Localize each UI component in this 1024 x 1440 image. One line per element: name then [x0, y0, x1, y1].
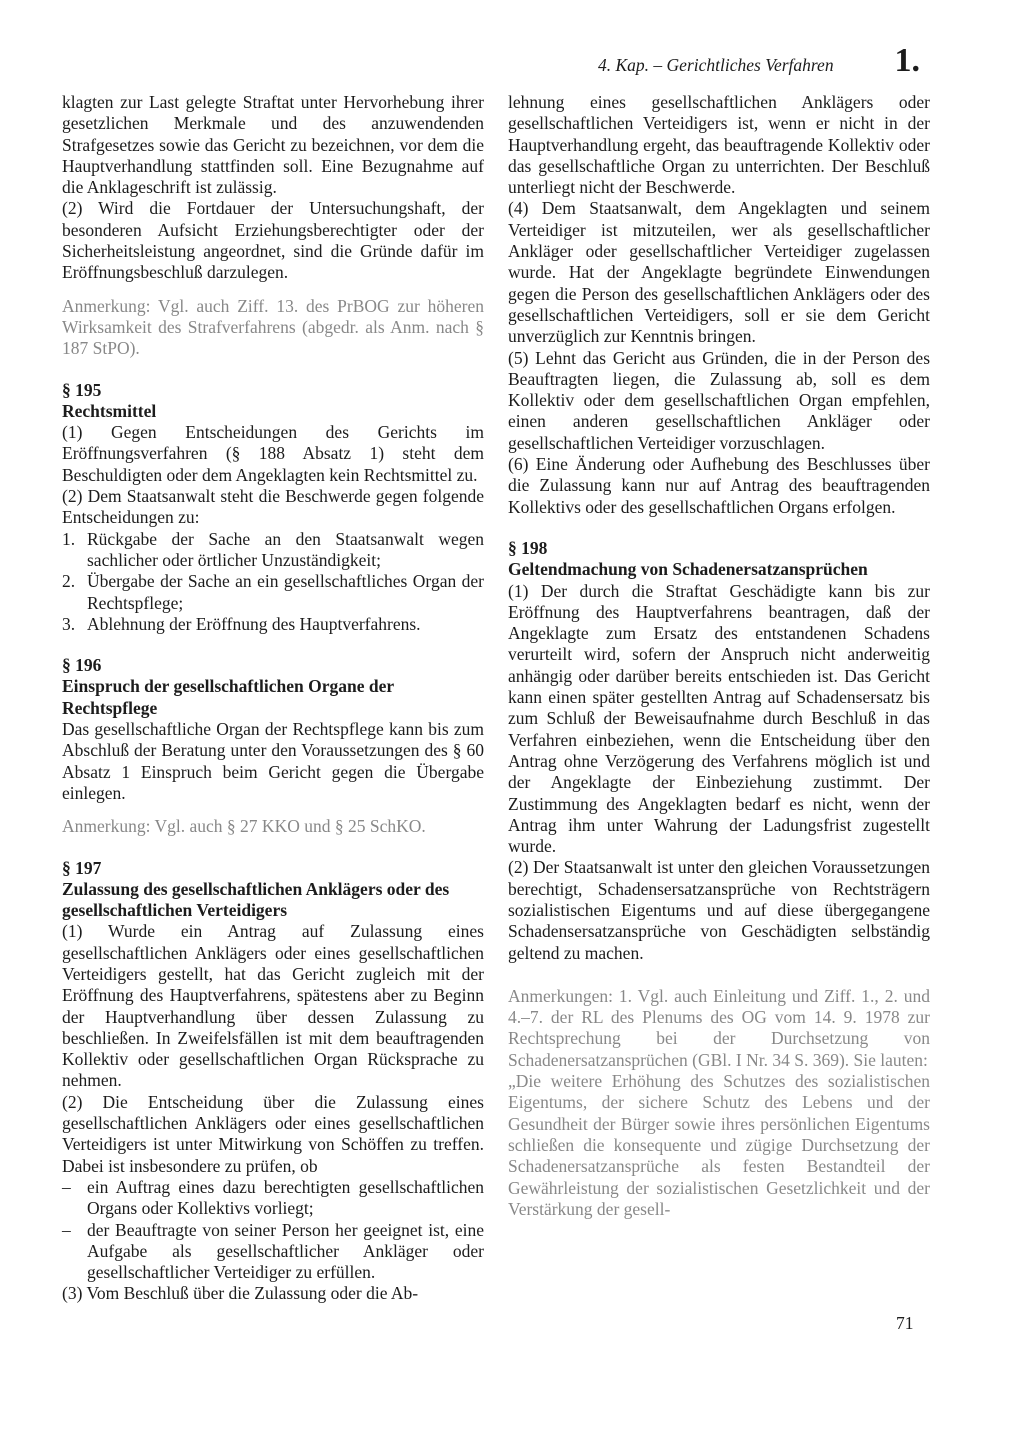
running-header	[598, 44, 920, 78]
paragraph: (2) Dem Staatsanwalt steht die Beschwerde gegen folgende Entscheidungen zu:	[62, 486, 484, 528]
paragraph: klagten zur Last gelegte Straftat unter Hervorhebung ihrer gesetzlichen Merkmale und des anzuwendenden Strafgesetzes sowie das Gericht zu bezeichnen, vor dem die Hauptverhandlung stattfinden soll. Eine Bezugnahme auf die Anklageschrift ist zulässig.	[62, 92, 484, 198]
paragraph: (5) Lehnt das Gericht aus Gründen, die in der Person des Beauftragten liegen, die Zulassung ab, soll es dem Kollektiv oder dem gesellschaftlichen Organ empfehlen, einen anderen gesellschaftlichen Ankläger oder gesellschaftlichen Verteidiger vorzuschlagen.	[508, 347, 930, 453]
dash-item	[62, 1220, 484, 1284]
paragraph: (2) Wird die Fortdauer der Untersuchungshaft, der besonderen Aufsicht Erziehungsberechtigter oder der Sicherheitsleistung angeordnet, sind die Gründe dafür im Eröffnungsbeschluß darzulegen.	[62, 198, 484, 283]
section-number: § 196	[62, 655, 102, 676]
paragraph: (1) Wurde ein Antrag auf Zulassung eines gesellschaftlichen Anklägers oder eines gesellschaftlichen Verteidigers gestellt, hat das Gericht zugleich mit der Eröffnung des Hauptverfahrens, spätestens aber zu Beginn der Hauptverhandlung über dessen Zulassung zu beschließen. In Zweifelsfällen ist mit dem beauftragenden Kollektiv oder gesellschaftlichen Organ Rücksprache zu nehmen.	[62, 921, 484, 1091]
annotation-note: Anmerkungen: 1. Vgl. auch Einleitung und Ziff. 1., 2. und 4.–7. der RL des Plenums des OG vom 14. 9. 1978 zur Rechtsprechung bei der Durchsetzung von Schadenersatzansprüchen (GBl. I Nr. 34 S. 369). Sie lauten:	[508, 985, 930, 1070]
list-text: Übergabe der Sache an ein gesellschaftliches Organ der Rechtspflege;	[87, 571, 484, 613]
section-title: Zulassung des gesellschaftlichen Anklägers oder des gesellschaftlichen Verteidigers	[62, 878, 450, 921]
right-column	[508, 92, 930, 1220]
section-title: Geltendmachung von Schadenersatzansprüchen	[508, 559, 868, 580]
paragraph: (1) Gegen Entscheidungen des Gerichts im Eröffnungsverfahren (§ 188 Absatz 1) steht dem Beschuldigten oder dem Angeklagten kein Rechtsmittel zu.	[62, 422, 484, 485]
list-marker: 2.	[62, 571, 76, 592]
paragraph: (3) Vom Beschluß über die Zulassung oder die Ab-	[62, 1283, 419, 1304]
section-number: § 197	[62, 857, 102, 878]
list-text: ein Auftrag eines dazu berechtigten gesellschaftlichen Organs oder Kollektivs vorliegt;	[87, 1176, 484, 1219]
left-column	[62, 92, 484, 1305]
list-text: Rückgabe der Sache an den Staatsanwalt wegen sachlicher oder örtlicher Unzuständigkeit;	[87, 528, 484, 570]
paragraph: (2) Die Entscheidung über die Zulassung eines gesellschaftlichen Anklägers oder eines gesellschaftlichen Verteidigers ist unter Mitwirkung von Schöffen zu treffen. Dabei ist insbesondere zu prüfen, ob	[62, 1091, 484, 1176]
annotation-note: Anmerkung: Vgl. auch § 27 KKO und § 25 SchKO.	[62, 816, 426, 837]
annotation-note: Anmerkung: Vgl. auch Ziff. 13. des PrBOG zur höheren Wirksamkeit des Strafverfahrens (abgedr. als Anm. nach § 187 StPO).	[62, 295, 484, 359]
paragraph: Das gesellschaftliche Organ der Rechtspflege kann bis zum Abschluß der Beratung unter den Voraussetzungen des § 60 Absatz 1 Einspruch beim Gericht gegen die Übergabe einlegen.	[62, 719, 484, 803]
list-item	[62, 529, 484, 572]
section-number: § 195	[62, 379, 102, 400]
section-title: Einspruch der gesellschaftlichen Organe der Rechtspflege	[62, 676, 394, 718]
section-number: § 198	[508, 537, 548, 558]
page-number: 71	[896, 1313, 914, 1333]
chapter-number: 1.	[894, 42, 920, 79]
list-text: Ablehnung der Eröffnung des Hauptverfahrens.	[87, 613, 421, 634]
paragraph: (1) Der durch die Straftat Geschädigte kann bis zur Eröffnung des Hauptverfahrens beantragen, daß der Angeklagte zum Ersatz des entstandenen Schadens verurteilt wird, sofern der Anspruch nicht anderweitig anhängig oder darüber bereits entschieden ist. Das Gericht kann einen später gestellten Antrag auf Schadensersatz bis zum Schluß der Beweisaufnahme durch Beschluß in das Verfahren einbeziehen, wenn die Entscheidung über den Antrag ohne Verzögerung des Verfahrens möglich ist und der Angeklagte der Einbeziehung zustimmt. Der Zustimmung des Angeklagten bedarf es nicht, wenn der Antrag ihm unter Wahrung der Ladungsfrist zugestellt wurde.	[508, 580, 930, 857]
dash-marker: –	[62, 1219, 71, 1240]
paragraph: (6) Eine Änderung oder Aufhebung des Beschlusses über die Zulassung kann nur auf Antrag des beauftragenden Kollektivs oder des gesellschaftlichen Organs erfolgen.	[508, 454, 930, 517]
paragraph: (2) Der Staatsanwalt ist unter den gleichen Voraussetzungen berechtigt, Schadensersatzansprüche von Rechtsträgern sozialistischen Eigentums und auf diese übergegangene Schadensersatzansprüche von Geschädigten selbständig geltend zu machen.	[508, 857, 930, 963]
list-text: der Beauftragte von seiner Person her geeignet ist, eine Aufgabe als gesellschaftlicher Ankläger oder gesellschaftlicher Verteidiger zu erfüllen.	[87, 1219, 484, 1283]
chapter-title: 4. Kap. – Gerichtliches Verfahren	[598, 55, 834, 75]
list-marker: 1.	[62, 528, 76, 549]
dash-item	[62, 1177, 484, 1220]
section-title: Rechtsmittel	[62, 400, 157, 421]
list-marker: 3.	[62, 613, 76, 634]
annotation-quote: „Die weitere Erhöhung des Schutzes des sozialistischen Eigentums, der sichere Schutz des Lebens und der Gesundheit der Bürger sowie ihres persönlichen Eigentums schließen die konsequente und zügige Durchsetzung der Schadenersatzansprüche als festen Bestandteil der Gewährleistung der sozialistischen Gesetzlichkeit und der Verstärkung der gesell-	[508, 1071, 930, 1219]
dash-marker: –	[62, 1176, 71, 1197]
paragraph: (4) Dem Staatsanwalt, dem Angeklagten und seinem Verteidiger ist mitzuteilen, wer als gesellschaftlicher Ankläger oder gesellschaftlicher Verteidiger zugelassen wurde. Hat der Angeklagte begründete Einwendungen gegen die Person des gesellschaftlichen Anklägers oder des gesellschaftlichen Verteidigers, soll er sie dem Gericht unverzüglich zur Kenntnis bringen.	[508, 198, 930, 347]
list-item	[62, 571, 484, 614]
paragraph: lehnung eines gesellschaftlichen Anklägers oder gesellschaftlichen Verteidigers ist, wenn er nicht in der Hauptverhandlung ergeht, das beauftragende Kollektiv oder das gesellschaftliche Organ zu unterrichten. Der Beschluß unterliegt nicht der Beschwerde.	[508, 92, 930, 198]
list-item	[62, 614, 484, 635]
